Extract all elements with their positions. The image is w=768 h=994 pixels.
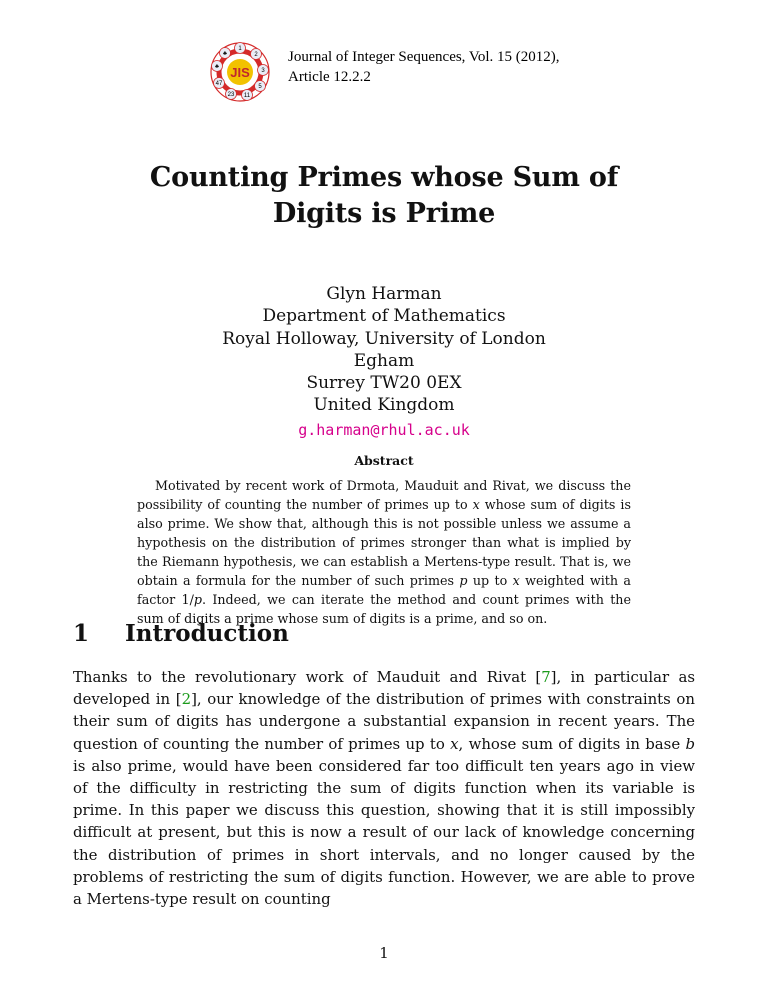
- logo-club-left: ♣: [215, 64, 219, 70]
- abstract-heading: Abstract: [354, 453, 414, 468]
- journal-line-1: Journal of Integer Sequences, Vol. 15 (2012),: [288, 49, 560, 65]
- introduction-paragraph: Thanks to the revolutionary work of Mauduit and Rivat [7], in particular as developed in [2], our knowledge of the distribution of primes with constraints on their sum of digits has undergone a substantial expansion in recent years. The question of counting the number of primes up to x, whose sum of digits in base b is also prime, would have been considered far too difficult ten years ago in view of the difficulty in restricting the sum of digits function when its variable is prime. In this paper we discuss this question, showing that it is still impossibly difficult at present, but this is now a result of our lack of knowledge concerning the distribution of primes in short intervals, and no longer caused by the problems of restricting the sum of digits function. However, we are able to prove a Mertens-type result on counting: [73, 668, 695, 909]
- logo-number-23: 23: [227, 92, 235, 98]
- author-town: Egham: [353, 350, 415, 371]
- author-county: Surrey TW20 0EX: [306, 373, 462, 394]
- title-line-1: Counting Primes whose Sum of: [149, 162, 619, 193]
- page-number: 1: [379, 944, 389, 962]
- section-number: 1: [73, 620, 90, 647]
- logo-number-11: 11: [243, 93, 251, 99]
- title-line-2: Digits is Prime: [272, 198, 496, 229]
- citation-link-2[interactable]: 2: [181, 690, 192, 709]
- author-name: Glyn Harman: [326, 284, 442, 304]
- citation-link-7[interactable]: 7: [541, 668, 551, 686]
- logo-number-5: 5: [258, 84, 262, 90]
- paper-title: [0, 160, 768, 232]
- author-country: United Kingdom: [313, 395, 455, 416]
- logo-number-2: 2: [254, 52, 258, 58]
- logo-number-3: 3: [261, 68, 265, 74]
- journal-citation: [288, 47, 559, 87]
- author-department: Department of Mathematics: [262, 306, 506, 327]
- section-title: Introduction: [125, 620, 289, 647]
- section-heading-introduction: [73, 620, 289, 647]
- logo-center-text: JIS: [230, 65, 250, 80]
- logo-number-1: 1: [238, 46, 242, 52]
- logo-club-top: ♣: [223, 51, 227, 57]
- journal-logo: [209, 41, 271, 103]
- abstract-text: Motivated by recent work of Drmota, Mauduit and Rivat, we discuss the possibility of counting the number of primes up to x whose sum of digits is also prime. We show that, although this is not possible unless we assume a hypothesis on the distribution of primes stronger than what is implied by the Riemann hypothesis, we can establish a Mertens-type result. That is, we obtain a formula for the number of such primes p up to x weighted with a factor 1/p. Indeed, we can iterate the method and count primes with the sum of digits a prime whose sum of digits is a prime, and so on.: [137, 478, 631, 626]
- author-institution: Royal Holloway, University of London: [222, 328, 546, 349]
- author-block: [0, 283, 768, 441]
- journal-line-2: Article 12.2.2: [288, 69, 371, 85]
- author-email-link[interactable]: g.harman@rhul.ac.uk: [298, 420, 470, 439]
- logo-number-47: 47: [215, 81, 223, 87]
